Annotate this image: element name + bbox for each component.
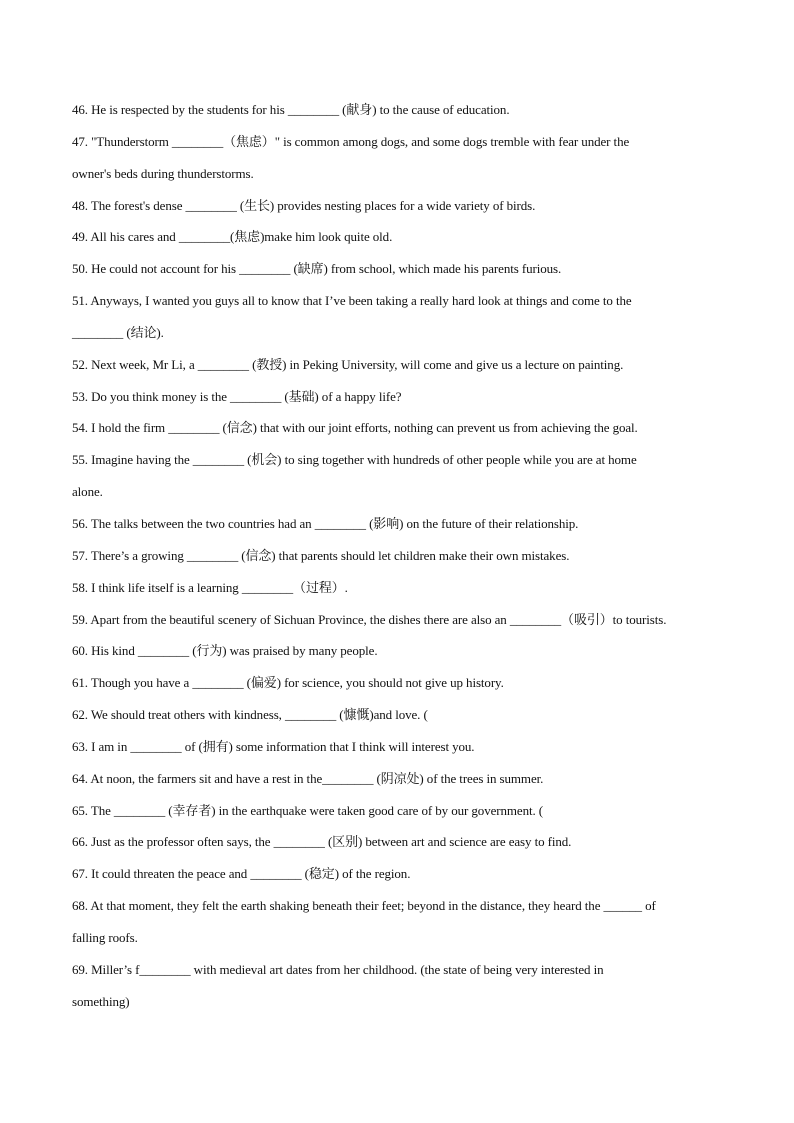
question-64: 64. At noon, the farmers sit and have a rest in the________ (阴凉处) of the trees in summer. bbox=[72, 770, 544, 786]
question-68: 68. At that moment, they felt the earth shaking beneath their feet; beyond in the distance, they heard the ______ of bbox=[72, 898, 656, 914]
exercise-list bbox=[72, 100, 732, 1023]
question-52: 52. Next week, Mr Li, a ________ (教授) in Peking University, will come and give us a lecture on painting. bbox=[72, 356, 624, 372]
question-69-continued: something) bbox=[72, 993, 130, 1009]
question-57: 57. There’s a growing ________ (信念) that parents should let children make their own mistakes. bbox=[72, 547, 570, 563]
question-67: 67. It could threaten the peace and ________ (稳定) of the region. bbox=[72, 866, 411, 882]
question-65: 65. The ________ (幸存者) in the earthquake were taken good care of by our government. ( bbox=[72, 802, 544, 818]
question-66: 66. Just as the professor often says, the ________ (区别) between art and science are easy to find. bbox=[72, 834, 572, 850]
question-56: 56. The talks between the two countries had an ________ (影响) on the future of their relationship. bbox=[72, 515, 579, 531]
question-60: 60. His kind ________ (行为) was praised by many people. bbox=[72, 643, 378, 659]
question-62: 62. We should treat others with kindness, ________ (慷慨)and love. ( bbox=[72, 707, 428, 723]
question-59: 59. Apart from the beautiful scenery of Sichuan Province, the dishes there are also an ________（吸引）to tourists. bbox=[72, 611, 667, 627]
question-48: 48. The forest's dense ________ (生长) provides nesting places for a wide variety of birds. bbox=[72, 197, 536, 213]
question-47-continued: owner's beds during thunderstorms. bbox=[72, 165, 254, 181]
question-51: 51. Anyways, I wanted you guys all to know that I’ve been taking a really hard look at things and come to the bbox=[72, 293, 632, 309]
question-46: 46. He is respected by the students for his ________ (献身) to the cause of education. bbox=[72, 102, 510, 117]
question-53: 53. Do you think money is the ________ (基础) of a happy life? bbox=[72, 388, 402, 404]
question-51-continued: ________ (结论). bbox=[72, 324, 164, 340]
question-58: 58. I think life itself is a learning ________（过程）. bbox=[72, 579, 348, 595]
question-55: 55. Imagine having the ________ (机会) to sing together with hundreds of other people while you are at home bbox=[72, 452, 637, 468]
question-69: 69. Miller’s f________ with medieval art dates from her childhood. (the state of being very interested in bbox=[72, 961, 604, 977]
question-47: 47. "Thunderstorm ________（焦虑）" is common among dogs, and some dogs tremble with fear under the bbox=[72, 133, 630, 149]
question-54: 54. I hold the firm ________ (信念) that with our joint efforts, nothing can prevent us from achieving the goal. bbox=[72, 420, 638, 436]
question-55-continued: alone. bbox=[72, 484, 103, 500]
question-68-continued: falling roofs. bbox=[72, 929, 138, 945]
question-61: 61. Though you have a ________ (偏爱) for science, you should not give up history. bbox=[72, 675, 504, 691]
question-50: 50. He could not account for his ________ (缺席) from school, which made his parents furious. bbox=[72, 261, 562, 277]
question-49: 49. All his cares and ________(焦虑)make him look quite old. bbox=[72, 229, 393, 245]
question-63: 63. I am in ________ of (拥有) some information that I think will interest you. bbox=[72, 738, 475, 754]
